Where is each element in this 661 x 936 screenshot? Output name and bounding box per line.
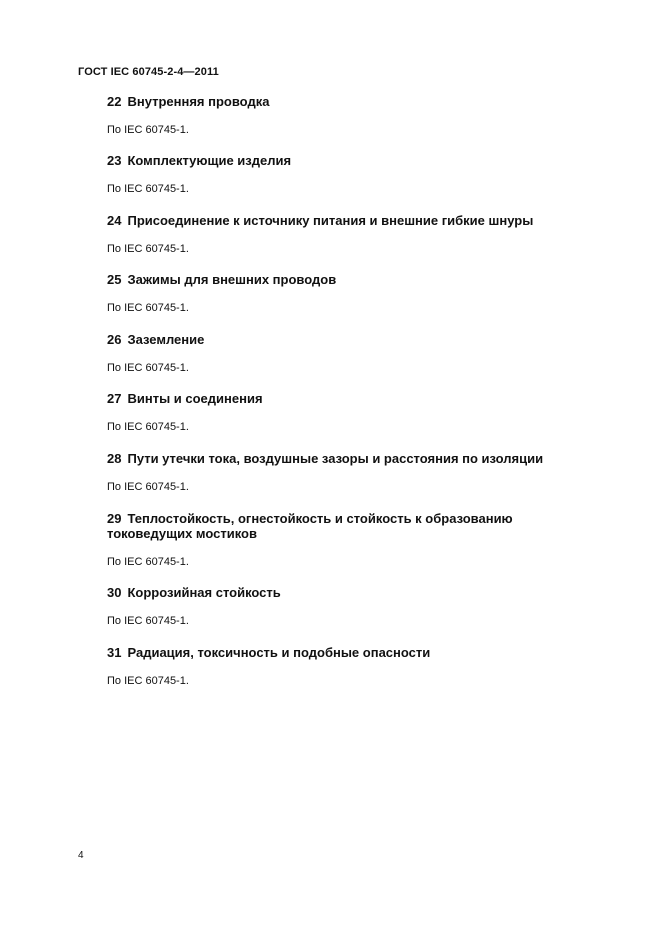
section-title: Винты и соединения (127, 391, 263, 406)
section-number: 23 (107, 153, 122, 168)
section-31 (107, 645, 587, 687)
section-number: 22 (107, 94, 122, 109)
section-title: Комплектующие изделия (127, 153, 292, 168)
section-number: 27 (107, 391, 122, 406)
section-heading (107, 94, 587, 109)
section-title: Пути утечки тока, воздушные зазоры и расстояния по изоляции (127, 451, 544, 466)
section-number: 29 (107, 511, 122, 526)
section-title: Теплостойкость, огнестойкость и стойкость к образованию токоведущих мостиков (107, 511, 513, 541)
section-body: По IEC 60745-1. (107, 362, 189, 374)
section-title: Коррозийная стойкость (127, 585, 281, 600)
section-heading (107, 391, 587, 406)
section-title: Присоединение к источнику питания и внешние гибкие шнуры (127, 213, 534, 228)
section-number: 30 (107, 585, 122, 600)
section-29 (107, 511, 547, 568)
section-heading (107, 153, 587, 168)
section-title: Внутренняя проводка (127, 94, 270, 109)
section-27 (107, 391, 587, 433)
section-body: По IEC 60745-1. (107, 675, 189, 687)
section-number: 31 (107, 645, 122, 660)
section-heading (107, 451, 587, 466)
section-heading (107, 213, 587, 228)
section-24 (107, 213, 587, 255)
section-23 (107, 153, 587, 195)
section-26 (107, 332, 587, 374)
section-number: 28 (107, 451, 122, 466)
section-title: Заземление (127, 332, 205, 347)
section-25 (107, 272, 587, 314)
section-30 (107, 585, 587, 627)
section-heading (107, 511, 547, 541)
section-number: 25 (107, 272, 122, 287)
section-22 (107, 94, 587, 136)
section-number: 26 (107, 332, 122, 347)
section-heading (107, 645, 587, 660)
section-body: По IEC 60745-1. (107, 556, 189, 568)
section-body: По IEC 60745-1. (107, 124, 189, 136)
section-body: По IEC 60745-1. (107, 302, 189, 314)
section-body: По IEC 60745-1. (107, 481, 189, 493)
section-body: По IEC 60745-1. (107, 615, 189, 627)
section-title: Зажимы для внешних проводов (127, 272, 337, 287)
section-body: По IEC 60745-1. (107, 243, 189, 255)
document-header: ГОСТ IEC 60745-2-4—2011 (78, 66, 219, 78)
page-number: 4 (78, 850, 84, 861)
section-body: По IEC 60745-1. (107, 183, 189, 195)
section-heading (107, 332, 587, 347)
section-number: 24 (107, 213, 122, 228)
section-body: По IEC 60745-1. (107, 421, 189, 433)
section-title: Радиация, токсичность и подобные опасности (127, 645, 431, 660)
section-heading (107, 272, 587, 287)
section-28 (107, 451, 587, 493)
section-heading (107, 585, 587, 600)
